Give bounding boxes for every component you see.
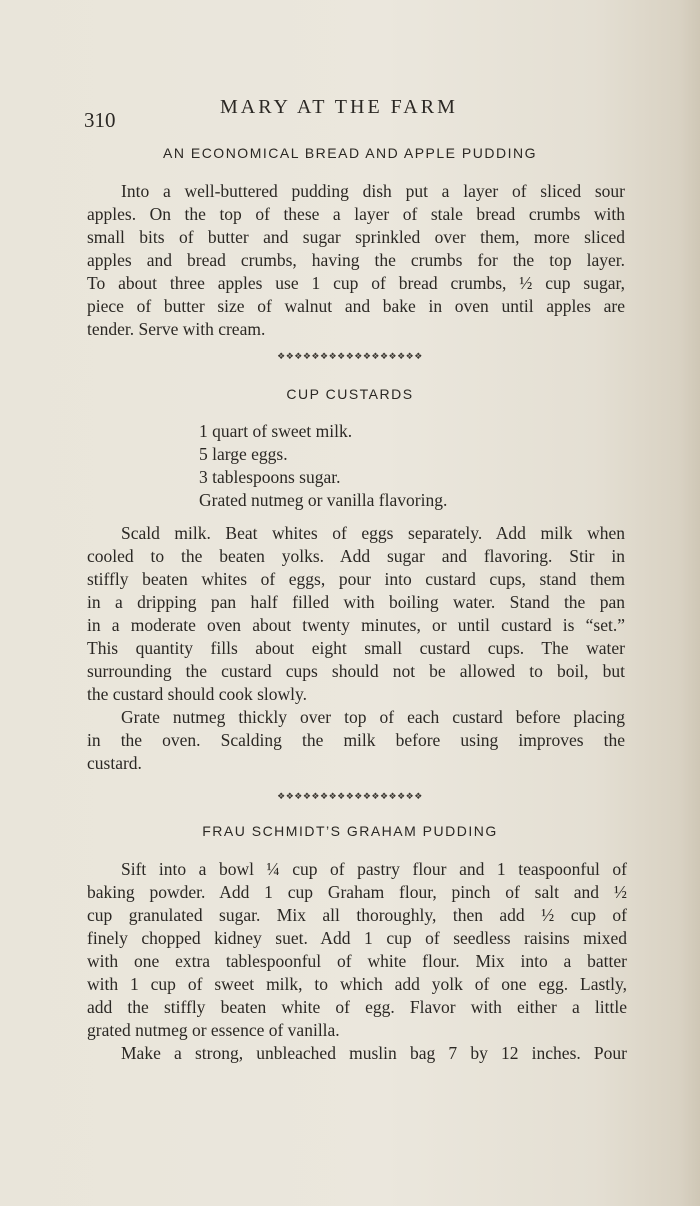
section-title-cup-custards: CUP CUSTARDS [286,386,414,402]
text-line: Make a strong, unbleached muslin bag 7 by 12 inches. Pour [121,1043,627,1063]
text-line: add the stiffly beaten white of egg. Flavor with either a little [87,997,627,1017]
text-line: apples and bread crumbs, having the crumbs for the top layer. [87,250,625,270]
text-line: Sift into a bowl ¼ cup of pastry flour and 1 teaspoonful of [121,859,627,879]
text-line: custard. [87,753,142,773]
text-line: stiffly beaten whites of eggs, pour into custard cups, stand them [87,569,625,589]
text-line: piece of butter size of walnut and bake in oven until apples are [87,296,625,316]
ornament-divider: ❖❖❖❖❖❖❖❖❖❖❖❖❖❖❖❖❖ [277,352,423,362]
ingredient-list [199,420,447,512]
text-line: with one extra tablespoonful of white flour. Mix into a batter [87,951,627,971]
paragraph-cup-custards [87,522,625,775]
text-line: finely chopped kidney suet. Add 1 cup of seedless raisins mixed [87,928,627,948]
text-line: grated nutmeg or essence of vanilla. [87,1020,340,1040]
text-line: small bits of butter and sugar sprinkled over them, more sliced [87,227,625,247]
section-title-bread-apple-pudding: AN ECONOMICAL BREAD AND APPLE PUDDING [163,145,537,161]
text-line: the custard should cook slowly. [87,684,308,704]
text-line: This quantity fills about eight small custard cups. The water [87,638,625,658]
ingredient-item: 5 large eggs. [199,444,288,464]
text-line: Scald milk. Beat whites of eggs separately. Add milk when [121,523,625,543]
text-line: To about three apples use 1 cup of bread crumbs, ½ cup sugar, [87,273,625,293]
paragraph-graham-pudding [87,858,627,1065]
paragraph-bread-apple-pudding [87,180,625,341]
text-line: Into a well-buttered pudding dish put a layer of sliced sour [121,181,625,201]
text-line: Grate nutmeg thickly over top of each custard before placing [121,707,625,727]
section-title-graham-pudding: FRAU SCHMIDT’S GRAHAM PUDDING [202,823,498,839]
ornament-divider: ❖❖❖❖❖❖❖❖❖❖❖❖❖❖❖❖❖ [277,792,423,802]
page-number: 310 [84,108,116,132]
ingredient-item: Grated nutmeg or vanilla flavoring. [199,490,448,510]
text-line: with 1 cup of sweet milk, to which add yolk of one egg. Lastly, [87,974,627,994]
text-line: tender. Serve with cream. [87,319,266,339]
ingredient-item: 1 quart of sweet milk. [199,421,353,441]
text-line: cooled to the beaten yolks. Add sugar and flavoring. Stir in [87,546,625,566]
ingredient-item: 3 tablespoons sugar. [199,467,341,487]
text-line: in the oven. Scalding the milk before using improves the [87,730,625,750]
text-line: in a moderate oven about twenty minutes, or until custard is “set.” [87,615,625,635]
text-line: cup granulated sugar. Mix all thoroughly, then add ½ cup of [87,905,627,925]
text-line: apples. On the top of these a layer of stale bread crumbs with [87,204,625,224]
running-head: MARY AT THE FARM [220,96,458,118]
text-line: baking powder. Add 1 cup Graham flour, pinch of salt and ½ [87,882,627,902]
text-line: surrounding the custard cups should not be allowed to boil, but [87,661,625,681]
text-line: in a dripping pan half filled with boiling water. Stand the pan [87,592,625,612]
